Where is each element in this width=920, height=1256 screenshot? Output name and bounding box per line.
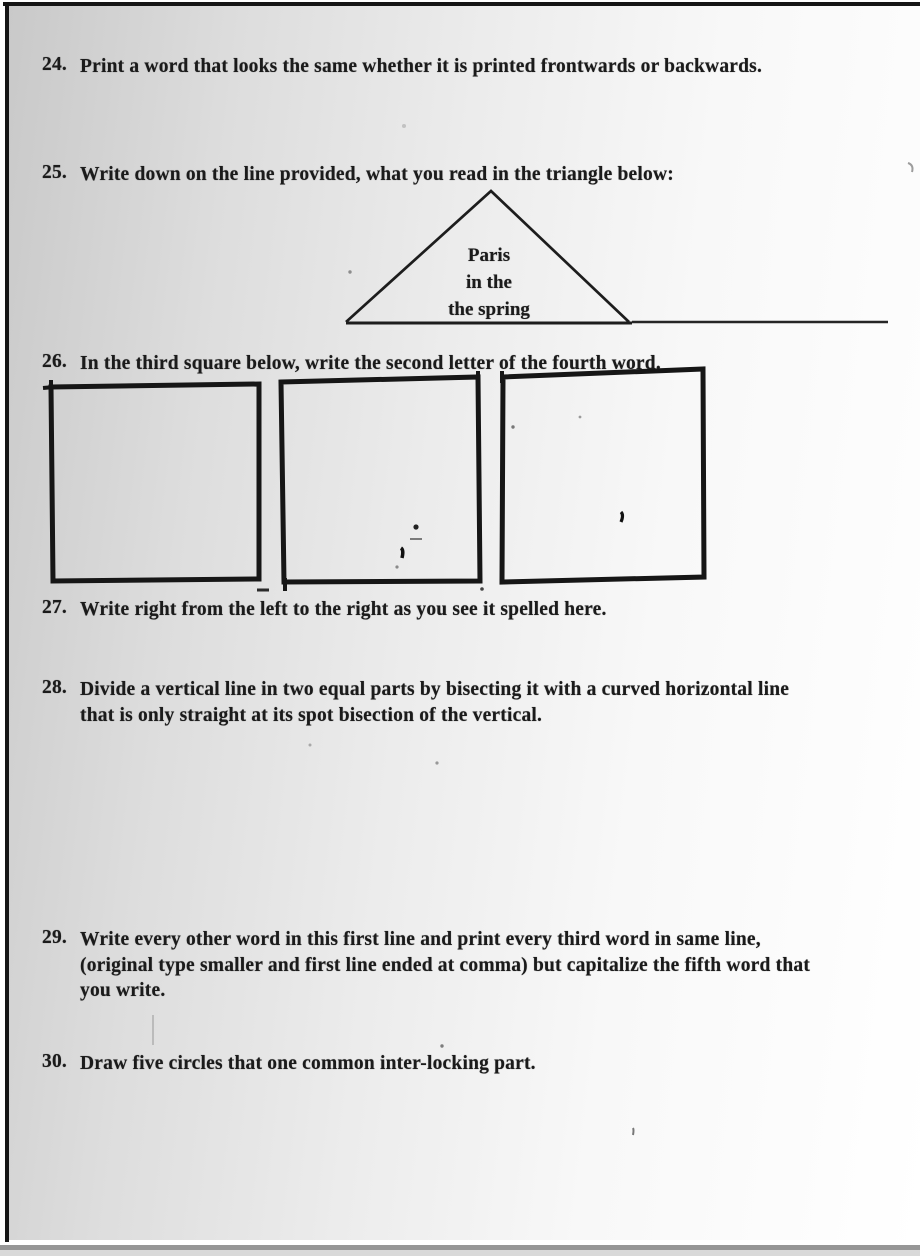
answer-square-3 — [502, 369, 704, 582]
question-text: Print a word that looks the same whether it is printed frontwards or backwards. — [80, 56, 763, 77]
question-number: 29. — [42, 927, 67, 948]
question-number: 30. — [42, 1051, 67, 1072]
triangle-text-line: Paris — [467, 245, 511, 266]
question-text: Write right from the left to the right as you see it spelled here. — [80, 599, 607, 620]
question-text: that is only straight at its spot bisection of the vertical. — [80, 704, 543, 726]
triangle-text-line: in the — [466, 272, 512, 293]
question-text: (original type smaller and first line ended at comma) but capitalize the fifth word that — [80, 954, 811, 976]
question-text: In the third square below, write the second letter of the fourth word. — [80, 353, 661, 374]
question-25 — [42, 162, 674, 188]
question-number: 25. — [42, 162, 67, 183]
triangle-text — [405, 242, 573, 323]
question-text: Write every other word in this first line and print every third word in same line, — [80, 929, 761, 950]
answer-square-1 — [43, 380, 259, 581]
question-30 — [42, 1051, 536, 1077]
question-text: Write down on the line provided, what you read in the triangle below: — [80, 164, 674, 185]
question-29 — [42, 927, 810, 1004]
answer-square-2 — [281, 371, 480, 591]
question-28 — [42, 677, 789, 728]
question-text: Draw five circles that one common inter-locking part. — [80, 1053, 536, 1074]
question-26 — [42, 351, 661, 377]
question-24 — [42, 54, 762, 80]
question-text: Divide a vertical line in two equal parts by bisecting it with a curved horizontal line — [80, 679, 790, 700]
question-27 — [42, 597, 607, 623]
question-number: 26. — [42, 351, 67, 372]
question-number: 28. — [42, 677, 67, 698]
triangle-text-line: the spring — [448, 299, 530, 320]
question-number: 24. — [42, 54, 67, 75]
question-text: you write. — [80, 980, 166, 1001]
question-number: 27. — [42, 597, 67, 618]
